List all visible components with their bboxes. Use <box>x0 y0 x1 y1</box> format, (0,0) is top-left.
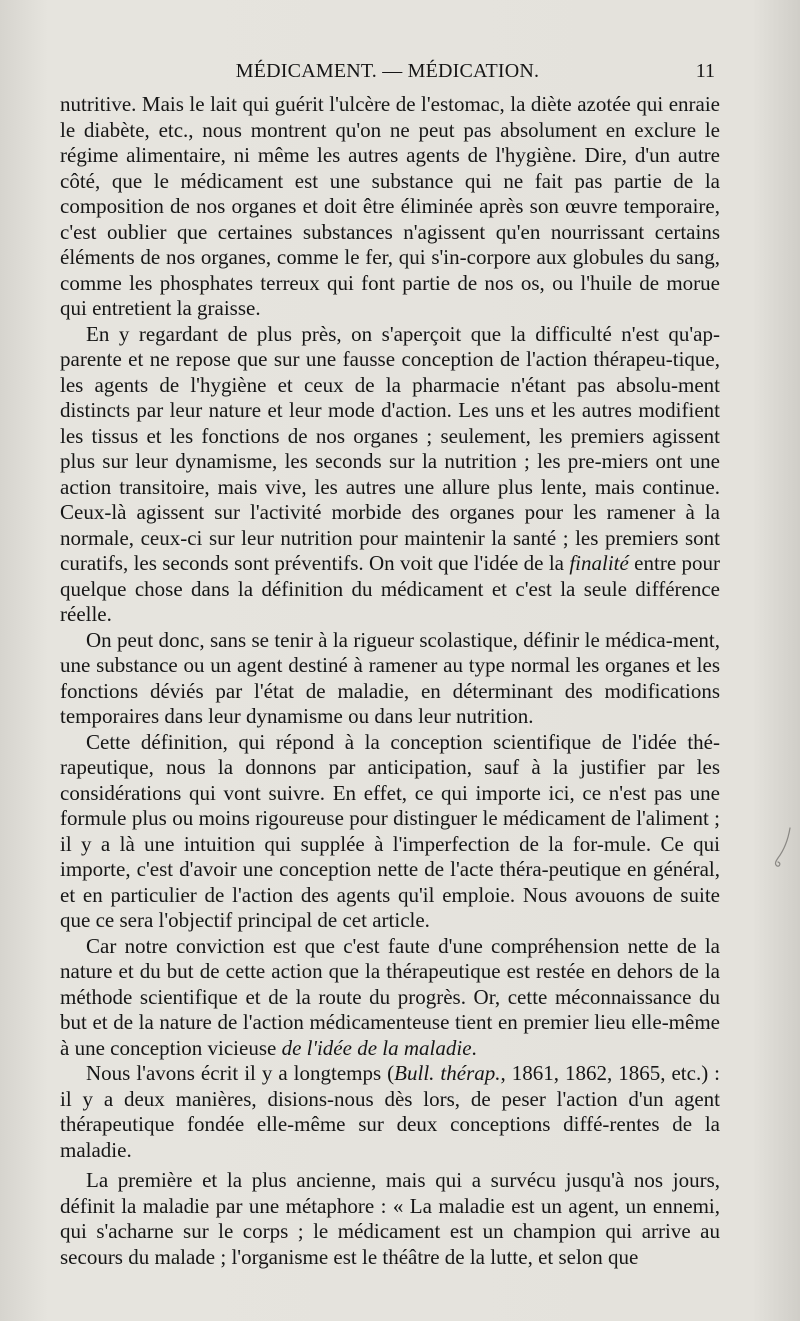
paragraph-5-text-end: . <box>471 1035 477 1060</box>
paragraph-7: La première et la plus ancienne, mais qui a survécu jusqu'à nos jours, définit la maladie par une métaphore : « La maladie est un agent, un ennemi, qui s'acharne sur le corps ; le médicament est un champion qui arrive au secours du malade ; l'organisme est le théâtre de la lutte, et selon que <box>60 1168 720 1269</box>
text-body <box>60 92 720 1270</box>
paragraph-2-text-end: entre pour quelque chose dans la définition du médicament et c'est la seule différence réelle. <box>60 551 720 626</box>
page-number: 11 <box>695 60 715 82</box>
paragraph-6 <box>60 1061 720 1163</box>
paragraph-4: Cette définition, qui répond à la conception scientifique de l'idée thé-rapeutique, nous la donnons par anticipation, sauf à la justifier par les considérations qui vont suivre. En effet, ce qui importe ici, ce n'est pas une formule plus ou moins rigoureuse pour distinguer le médicament de l'aliment ; il y a là une intuition qui supplée à l'imperfection de la for-mule. Ce qui importe, c'est d'avoir une conception nette de l'acte théra-peutique en général, et en particulier de l'action des agents qu'il emploie. Nous avouons de suite que ce sera l'objectif principal de cet article. <box>60 729 720 932</box>
paragraph-5-italic-term: de l'idée de la maladie <box>281 1035 472 1060</box>
paragraph-3: On peut donc, sans se tenir à la rigueur scolastique, définir le médica-ment, une substance ou un agent destiné à ramener au type normal les organes et les fonctions déviés par l'état de maladie, en déterminant des modifications temporaires dans leur dynamisme ou dans leur nutrition. <box>60 627 720 728</box>
paragraph-1: nutritive. Mais le lait qui guérit l'ulcère de l'estomac, la diète azotée qui enraie le diabète, etc., nous montrent qu'on ne peut pas absolument en exclure le régime alimentaire, ni même les autres agents de l'hygiène. Dire, d'un autre côté, que le médicament est une substance qui ne fait pas partie de la composition de nos organes et doit être éliminée après son œuvre temporaire, c'est oublier que certaines substances n'agissent qu'en nourrissant certains éléments de nos organes, comme le fer, qui s'in-corpore aux globules du sang, comme les phosphates terreux qui font partie de nos os, ou l'huile de morue qui entretient la graisse. <box>60 92 720 320</box>
paragraph-6-text-end: , 1861, 1862, 1865, etc.) : il y a deux manières, disions-nous dès lors, de peser l'action d'un agent thérapeutique fondée elle-même sur deux conceptions diffé-rentes de la maladie. <box>60 1061 721 1162</box>
paragraph-2 <box>60 322 720 628</box>
running-head <box>60 58 715 84</box>
paragraph-5-text-start: Car notre conviction est que c'est faute d'une compréhension nette de la nature et du but de cette action que la thérapeutique est restée en dehors de la méthode scientifique et de la route du progrès. Or, cette méconnaissance du but et de la nature de l'action médicamenteuse tient en premier lieu elle-même à une conception vicieuse <box>60 933 720 1060</box>
running-title: MÉDICAMENT. — MÉDICATION. <box>235 60 540 82</box>
paragraph-5 <box>60 934 720 1062</box>
paragraph-6-italic-citation: Bull. thérap. <box>394 1061 501 1085</box>
paragraph-2-italic-term: finalité <box>569 551 629 575</box>
paragraph-6-text-start: Nous l'avons écrit il y a longtemps ( <box>86 1061 395 1085</box>
pencil-margin-mark <box>772 826 794 872</box>
paragraph-2-text-start: En y regardant de plus près, on s'aperçoit que la difficulté n'est qu'ap-parente et ne repose que sur une fausse conception de l'action thérapeu-tique, les agents de l'hygiène et ceux de la pharmacie n'étant pas absolu-ment distincts par leur nature et leur mode d'action. Les uns et les autres modifient les tissus et les fonctions de nos organes ; seulement, les premiers agissent plus sur leur dynamisme, les seconds sur la nutrition ; les pre-miers ont une action transitoire, mais vive, les autres une allure plus lente, mais continue. Ceux-là agissent sur l'activité morbide des organes pour les ramener à la normale, ceux-ci sur leur nutrition pour maintenir la santé ; les premiers sont curatifs, les seconds sont préventifs. On voit que l'idée de la <box>60 321 720 575</box>
